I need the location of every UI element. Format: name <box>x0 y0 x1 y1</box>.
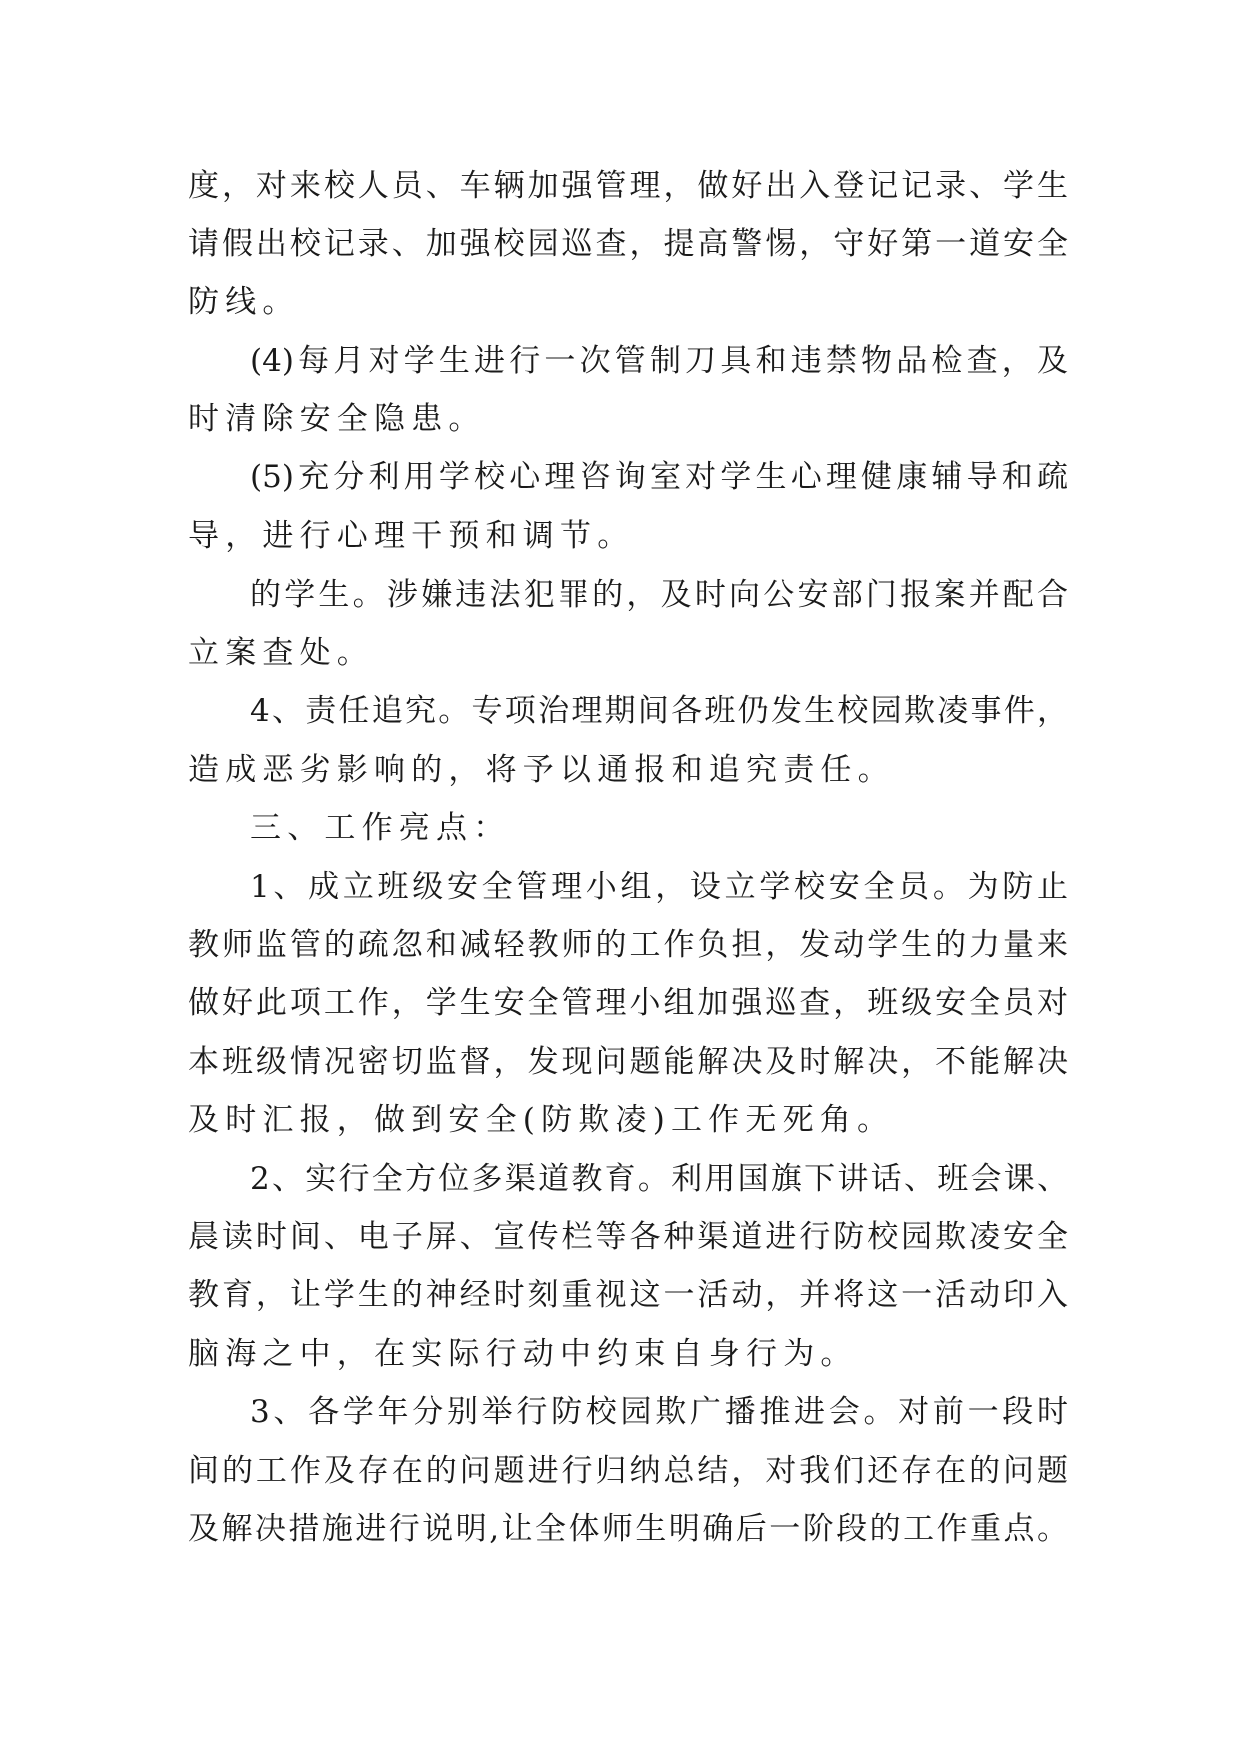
text-line: 教师监管的疏忽和减轻教师的工作负担，发动学生的力量来 <box>188 927 1068 963</box>
text-line: (5)充分利用学校心理咨询室对学生心理健康辅导和疏 <box>250 459 1068 495</box>
text-line: 请假出校记录、加强校园巡查，提高警惕，守好第一道安全 <box>188 226 1068 262</box>
section-heading: 三、工作亮点： <box>250 810 511 846</box>
text-line: 2、实行全方位多渠道教育。利用国旗下讲话、班会课、 <box>250 1161 1068 1197</box>
text-line: 及解决措施进行说明,让全体师生明确后一阶段的工作重点。 <box>188 1511 1068 1547</box>
text-line: 教育，让学生的神经时刻重视这一活动，并将这一活动印入 <box>188 1277 1068 1313</box>
text-line: 及时汇报，做到安全(防欺凌)工作无死角。 <box>188 1102 895 1138</box>
text-line: 晨读时间、电子屏、宣传栏等各种渠道进行防校园欺凌安全 <box>188 1219 1068 1255</box>
text-line: 做好此项工作，学生安全管理小组加强巡查，班级安全员对 <box>188 985 1068 1021</box>
text-line: 的学生。涉嫌违法犯罪的，及时向公安部门报案并配合 <box>250 577 1068 613</box>
text-line: 3、各学年分别举行防校园欺广播推进会。对前一段时 <box>250 1394 1068 1430</box>
text-line: 脑海之中，在实际行动中约束自身行为。 <box>188 1336 858 1372</box>
text-line: 4、责任追究。专项治理期间各班仍发生校园欺凌事件， <box>250 693 1068 729</box>
text-line: 度，对来校人员、车辆加强管理，做好出入登记记录、学生 <box>188 168 1068 204</box>
text-line: 间的工作及存在的问题进行归纳总结，对我们还存在的问题 <box>188 1453 1068 1489</box>
text-line: 本班级情况密切监督，发现问题能解决及时解决，不能解决 <box>188 1044 1068 1080</box>
text-line: 时清除安全隐患。 <box>188 401 486 437</box>
text-line: 导，进行心理干预和调节。 <box>188 518 635 554</box>
text-line: 防线。 <box>188 284 300 320</box>
text-line: 造成恶劣影响的，将予以通报和追究责任。 <box>188 752 895 788</box>
text-line: 1、成立班级安全管理小组，设立学校安全员。为防止 <box>250 869 1068 905</box>
text-line: 立案查处。 <box>188 635 374 671</box>
text-line: (4)每月对学生进行一次管制刀具和违禁物品检查，及 <box>250 343 1068 379</box>
